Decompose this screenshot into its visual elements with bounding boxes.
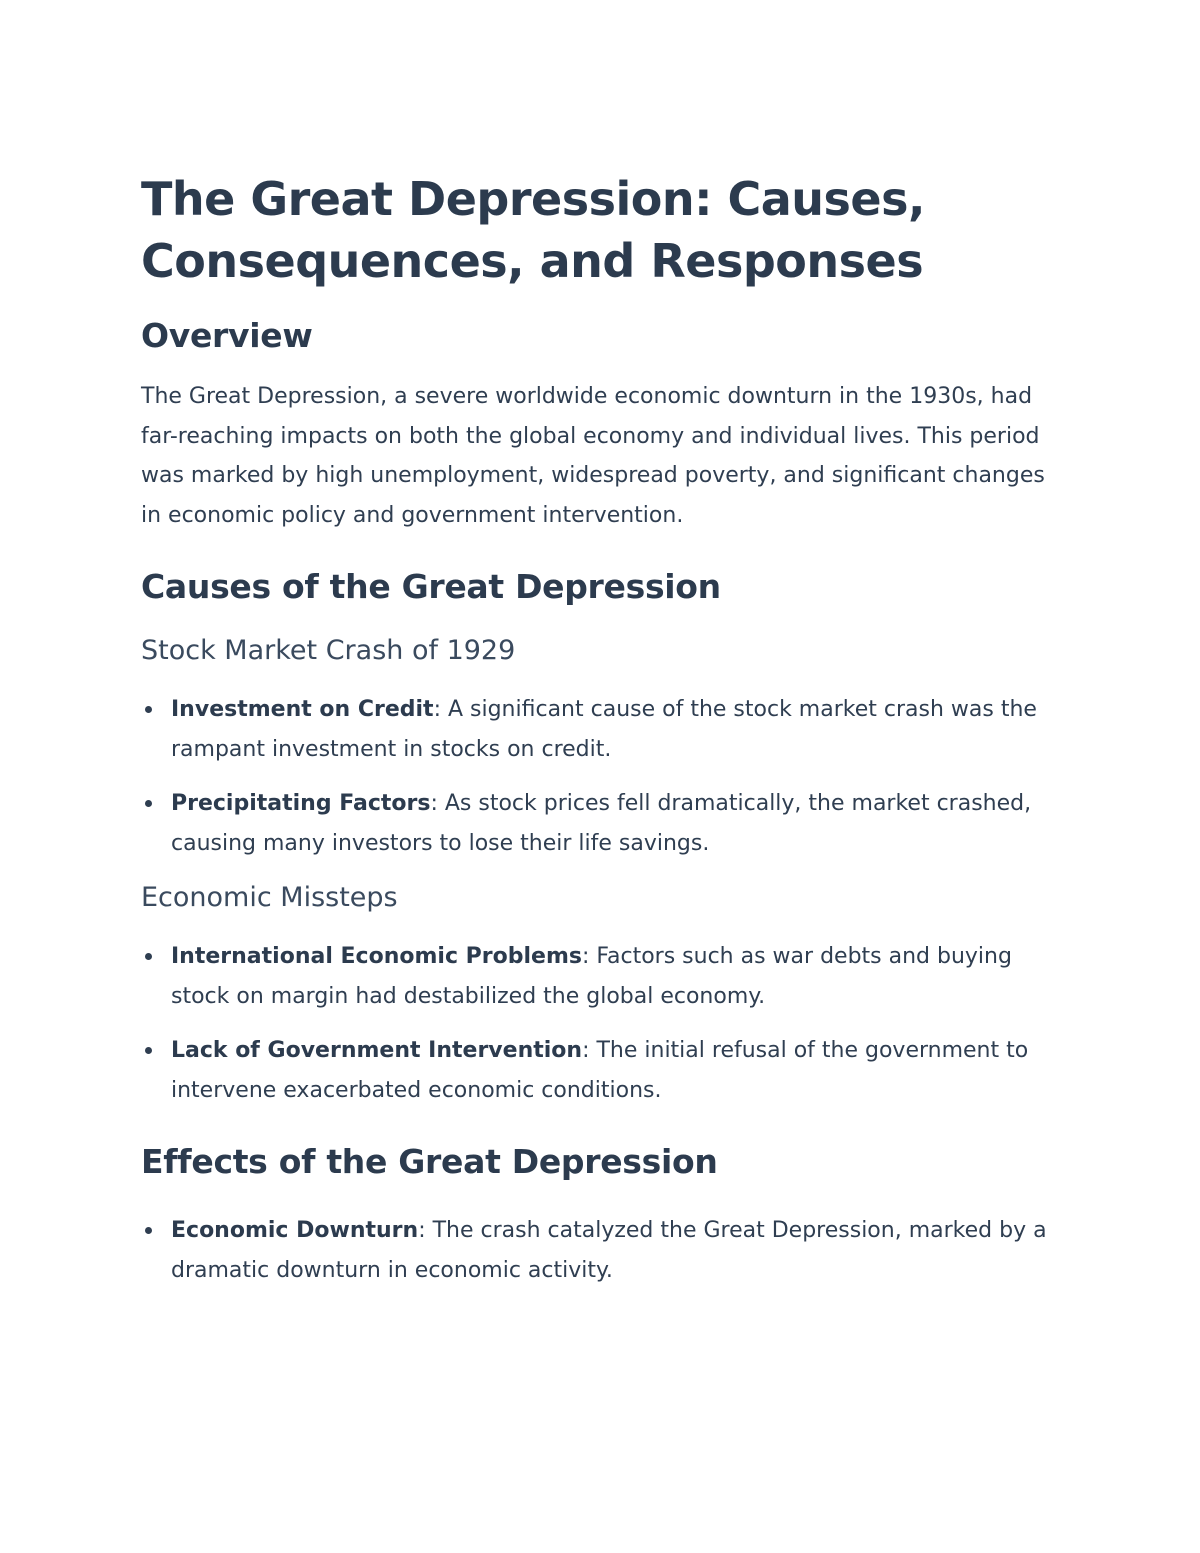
list-item xyxy=(141,690,1061,769)
list-item-separator: : xyxy=(418,1218,426,1243)
list-item-text: The crash catalyzed the Great Depression, marked by a dramatic downturn in economic activity. xyxy=(171,1218,1047,1283)
list-item-separator: : xyxy=(433,697,441,722)
causes-heading: Causes of the Great Depression xyxy=(141,567,721,606)
list-item-term: International Economic Problems xyxy=(171,944,582,969)
stock-market-crash-heading: Stock Market Crash of 1929 xyxy=(141,635,516,666)
list-item xyxy=(141,1031,1061,1110)
list-item-text: The initial refusal of the government to intervene exacerbated economic conditions. xyxy=(171,1038,1029,1103)
list-item-term: Precipitating Factors xyxy=(171,791,431,816)
list-item xyxy=(141,1211,1061,1290)
list-item-text: As stock prices fell dramatically, the market crashed, causing many investors to lose their life savings. xyxy=(171,791,1032,856)
bullet-icon xyxy=(145,953,152,960)
list-item-separator: : xyxy=(581,944,590,969)
effects-list xyxy=(141,1211,1061,1290)
list-item-term: Investment on Credit xyxy=(171,697,434,722)
document-page xyxy=(141,168,1061,1290)
stock-market-list xyxy=(141,690,1061,863)
bullet-icon xyxy=(145,1047,152,1054)
overview-paragraph: The Great Depression, a severe worldwide economic downturn in the 1930s, had far-reaching impacts on both the global economy and individual lives. This period was marked by high unemployment, widespread poverty, and significant changes in economic policy and government intervention. xyxy=(141,384,1045,528)
effects-heading: Effects of the Great Depression xyxy=(141,1142,718,1181)
list-item-text: Factors such as war debts and buying stock on margin had destabilized the global economy. xyxy=(171,944,1012,1009)
list-item xyxy=(141,784,1061,863)
document-title: The Great Depression: Causes, Consequences, and Responses xyxy=(141,172,925,288)
list-item-separator: : xyxy=(582,1038,590,1063)
economic-missteps-list xyxy=(141,937,1061,1110)
bullet-icon xyxy=(145,800,152,807)
list-item-term: Economic Downturn xyxy=(171,1218,419,1243)
bullet-icon xyxy=(145,1227,152,1234)
overview-heading: Overview xyxy=(141,316,313,355)
list-item xyxy=(141,937,1061,1016)
list-item-text: A significant cause of the stock market crash was the rampant investment in stocks on credit. xyxy=(171,697,1037,762)
list-item-separator: : xyxy=(430,791,438,816)
list-item-term: Lack of Government Intervention xyxy=(171,1038,583,1063)
economic-missteps-heading: Economic Missteps xyxy=(141,882,398,913)
bullet-icon xyxy=(145,706,152,713)
